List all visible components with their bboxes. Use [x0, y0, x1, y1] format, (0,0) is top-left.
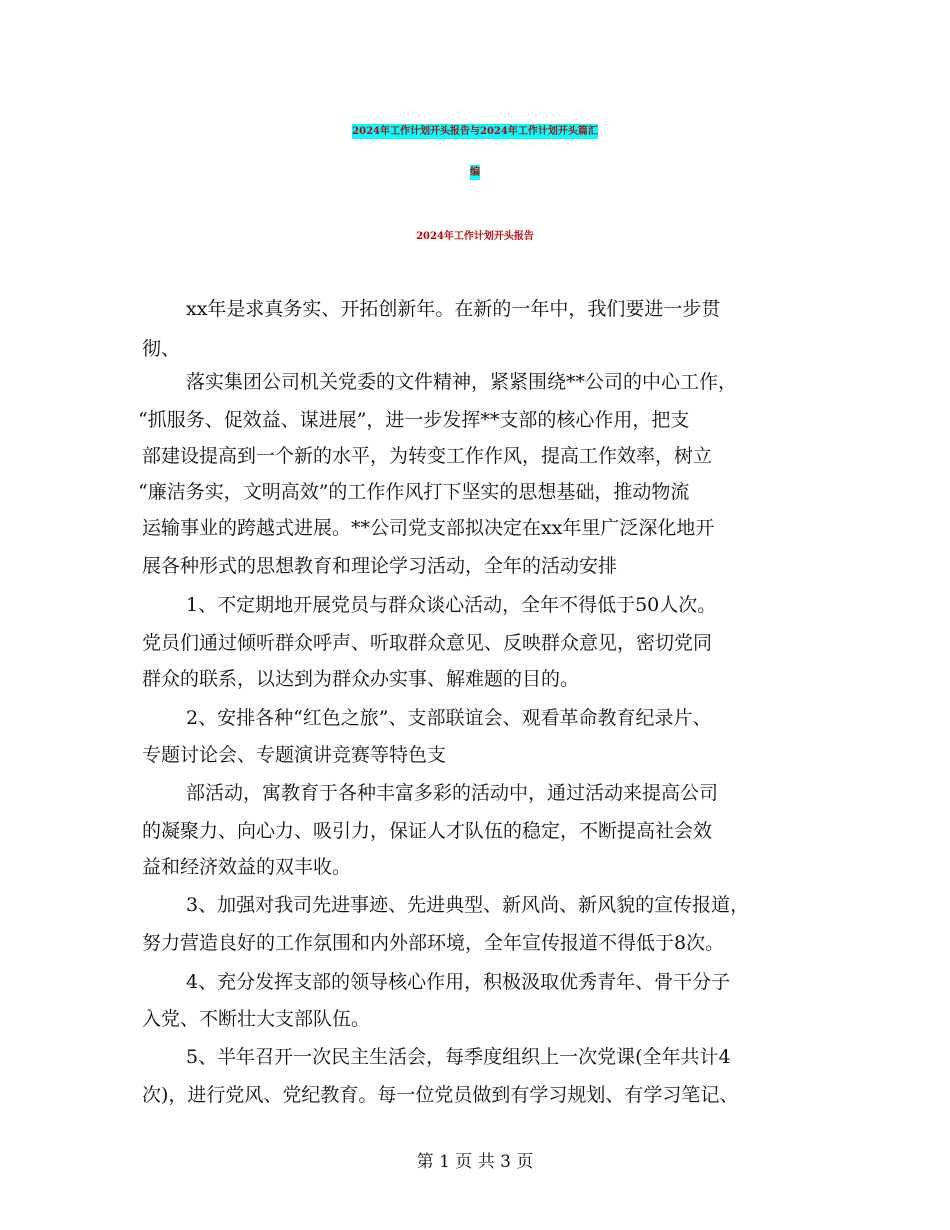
paragraph-line: 1、不定期地开展党员与群众谈心活动，全年不得低于50人次。 [186, 594, 717, 616]
paragraph-line: 部建设提高到一个新的水平，为转变工作作风，提高工作效率，树立 [142, 445, 713, 467]
paragraph-line: 落实集团公司机关党委的文件精神，紧紧围绕**公司的中心工作， [186, 371, 738, 393]
page-footer: 第 1 页 共 3 页 [416, 1152, 534, 1172]
paragraph-line: 展各种形式的思想教育和理论学习活动，全年的活动安排 [142, 555, 618, 577]
paragraph-line: 益和经济效益的双丰收。 [142, 856, 352, 878]
paragraph-line: 的凝聚力、向心力、吸引力，保证人才队伍的稳定，不断提高社会效 [142, 820, 713, 842]
title-highlight: 编 [470, 167, 480, 178]
document-title-line-2 [0, 152, 950, 194]
paragraph-line: 彻、 [142, 338, 181, 360]
paragraph-line: 党员们通过倾听群众呼声、听取群众意见、反映群众意见，密切党同 [142, 632, 713, 654]
paragraph-line: 次)，进行党风、党纪教育。每一位党员做到有学习规划、有学习笔记、 [142, 1084, 739, 1106]
paragraph-line: xx年是求真务实、开拓创新年。在新的一年中，我们要进一步贯 [186, 298, 721, 320]
paragraph-line: 专题讨论会、专题演讲竞赛等特色支 [142, 744, 447, 766]
paragraph-line: 5、半年召开一次民主生活会，每季度组织上一次党课(全年共计4 [186, 1046, 731, 1068]
paragraph-line: 运输事业的跨越式进展。**公司党支部拟决定在xx年里广泛深化地开 [142, 517, 715, 539]
document-title-line-1 [0, 111, 950, 153]
paragraph-line: 努力营造良好的工作氛围和内外部环境，全年宣传报道不得低于8次。 [142, 932, 725, 954]
title-highlight: 2024年工作计划开头报告与2024年工作计划开头篇汇 [352, 126, 598, 137]
paragraph-line: 部活动，寓教育于各种丰富多彩的活动中，通过活动来提高公司 [186, 782, 719, 804]
section-heading: 2024年工作计划开头报告 [416, 231, 534, 242]
paragraph-line: 群众的联系，以达到为群众办实事、解难题的目的。 [142, 668, 580, 690]
paragraph-line: “廉洁务实，文明高效”的工作作风打下坚实的思想基础，推动物流 [138, 481, 690, 503]
paragraph-line: 4、充分发挥支部的领导核心作用，积极汲取优秀青年、骨干分子 [186, 971, 731, 993]
paragraph-line: 2、安排各种“红色之旅”、支部联谊会、观看革命教育纪录片、 [186, 707, 712, 729]
paragraph-line: 入党、不断壮大支部队伍。 [142, 1008, 371, 1030]
paragraph-line: “抓服务、促效益、谋进展”，进一步发挥**支部的核心作用，把支 [138, 409, 690, 431]
paragraph-line: 3、加强对我司先进事迹、先进典型、新风尚、新风貌的宣传报道， [186, 894, 750, 916]
